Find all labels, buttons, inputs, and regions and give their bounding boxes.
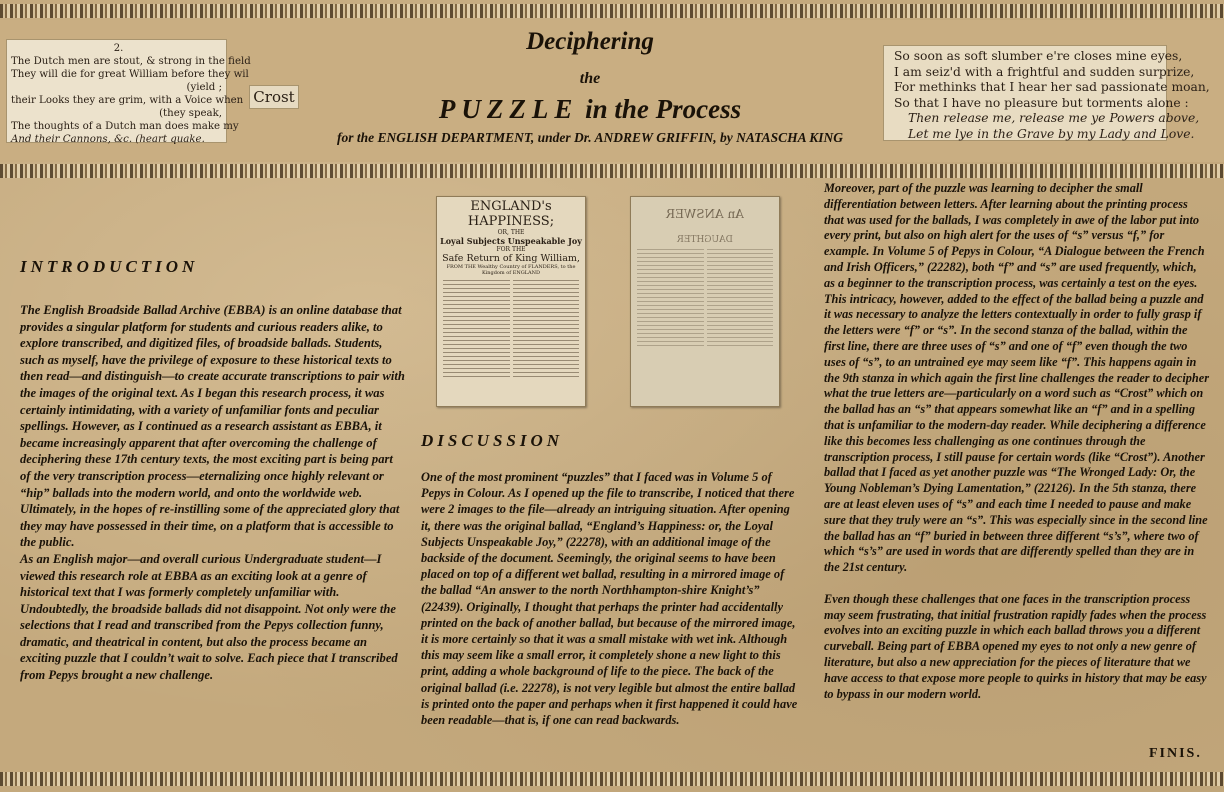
excerpt-line: Let me lye in the Grave by my Lady and Love. xyxy=(908,126,1195,141)
ballad-text-columns xyxy=(631,245,779,349)
excerpt-line: For methinks that I hear her sad passionate moan, xyxy=(894,80,1210,95)
crost-word-clip: Crost xyxy=(249,85,299,109)
ballad-line: Safe Return of King William, xyxy=(442,253,580,264)
column-three-body xyxy=(824,181,1209,702)
column-three-paragraph: Moreover, part of the puzzle was learning to decipher the small differentiation between letters. After learning about the printing process that was used for the ballads, I was completely in awe of the labor put into every print, but also on high alert for the uses of “s” versus “f,” for example. In Volume 5 of Pepys in Colour, “A Dialogue between the French and Irish Officers,” (22282), both “f” and “s” are used frequently, which, as a beginner to the transcription process, was certainly a test on the eyes. This intricacy, however, added to the effect of the ballad being a puzzle and it was necessary to analyze the letters contextually in order to fully grasp if the letters were “f” or “s”. In the second stanza of the ballad, within the first line, there are three uses of “s” and one of “f” even though the two uses of “s”, to an untrained eye may seem like “f”. This happens again in the 9th stanza in which again the first line challenges the reader to decipher what the true letters are—particularly on a word such as “Crost” which on the ballad has an “s” that appears somewhat like an “f” and in a spelling that is unfamiliar to the modern-day reader. While deciphering a difference like this becomes less challenging as one continues through the transcription process, I still pause for certain words (like “Crost”). Another ballad that I faced as yet another puzzle was “The Wronged Lady: Or, the Young Nobleman’s Dying Lamentation,” (22126). In the 5th stanza, there are at least eleven uses of “s” and each time I needed to pause and make sure that they truly were an “s”. This was especially since in the second line the ballad has an “f” buried in between three different “s’s”, where two of which “s’s” are used in words that are differently spelled than they are in the 21st century. xyxy=(824,181,1209,575)
excerpt-line: Then release me, release me ye Powers above, xyxy=(908,111,1200,126)
excerpt-line: So that I have no pleasure but torments alone : xyxy=(894,95,1189,110)
excerpt-line: The Dutch men are stout, & strong in the field xyxy=(11,56,251,67)
excerpt-line: They will die for great William before they wil xyxy=(11,69,249,80)
ornamental-border-bottom xyxy=(0,772,1224,786)
discussion-paragraph: One of the most prominent “puzzles” that I faced was in Volume 5 of Pepys in Colour. As I opened up the file to transcribe, I noticed that there were 2 images to the file—already an intriguing situation. After opening it, there was the original ballad, “England’s Happiness: or, the Loyal Subjects Unspeakable Joy,” (22278), with an additional image of the backside of the document. Seemingly, the original seems to have been placed on top of a different wet ballad, resulting in a mirrored image of the ballad “An answer to the north Northhampton-shire Knight’s” (22439). Originally, I thought that perhaps the printer had accidentally printed on the back of another ballad, but because of the mirrored image, it is more certainly so that it was a small mistake with wet ink. Although this may seem like a small error, it completely shone a new light to this print, adding a whole background of life to the piece. The back of the original ballad (i.e. 22278), is not very legible but almost the entire ballad is printed onto the paper and perhaps when it first happened it could have been readable—that is, if one can read backwards. xyxy=(421,470,798,728)
column-three-paragraph: Even though these challenges that one faces in the transcription process may seem frustrating, that initial frustration rapidly fades when the process evolves into an exciting puzzle in which each ballad throws you a different curveball. Being part of EBBA opened my eyes to not only a new genre of literature, but also a new appreciation for the pieces of literature that we have access to that expose more people to quirks in history that may be easy to bypass in our modern world. xyxy=(824,591,1207,701)
ballad-text-columns xyxy=(437,276,585,380)
ballad-line: FOR THE xyxy=(496,246,526,253)
ballad-line: DAUGHTER xyxy=(677,235,733,245)
excerpt-line: I am seiz'd with a frightful and sudden surprize, xyxy=(894,64,1195,79)
excerpt-line: (yield ; xyxy=(186,82,222,93)
excerpt-line: The thoughts of a Dutch man does make my xyxy=(11,121,239,132)
introduction-paragraph: The English Broadside Ballad Archive (EBBA) is an online database that provides a singular platform for students and curious readers alike, to explore transcribed, and digitized files, of broadside ballads. Students, such as myself, have the privilege of exposure to these historical texts to then read—and distinguish—to create accurate transcriptions to pair with the images of the original text. As I began this research process, it was certainly intimidating, with a variety of unfamiliar fonts and peculiar spellings. However, as I continued as a research assistant as EBBA, it became increasingly apparent that after overcoming the challenge of deciphering these 17th century texts, the most exciting part is being part of the very transcription process—eternalizing once highly relevant or “hip” ballads into the modern world, and onto the worldwide web. Ultimately, in the hopes of re-instilling some of the appreciated glory that they may have possessed in their time, on a platform that is accessible to the public. xyxy=(20,303,405,550)
discussion-body xyxy=(421,469,801,728)
ballad-line: Loyal Subjects Unspeakable Joy xyxy=(440,236,582,246)
ballad-line: OR, THE xyxy=(497,229,525,236)
ballad-image-englands-happiness xyxy=(436,196,586,407)
excerpt-line: (they speak, xyxy=(159,108,222,119)
finis-label: FINIS. xyxy=(1149,746,1202,761)
title-line-2: the xyxy=(579,70,601,87)
ballad-excerpt-right xyxy=(883,45,1210,141)
ballad-excerpt-left xyxy=(6,39,251,145)
title-line-1: Deciphering xyxy=(526,28,654,55)
excerpt-line: So soon as soft slumber e're closes mine eyes, xyxy=(894,49,1183,63)
introduction-body xyxy=(20,302,405,684)
ornamental-border-top xyxy=(0,4,1224,18)
byline: for the ENGLISH DEPARTMENT, under Dr. ANDREW GRIFFIN, by NATASCHA KING xyxy=(337,130,843,145)
excerpt-line: their Looks they are grim, with a Voice when xyxy=(11,95,244,106)
title-rest: in the Process xyxy=(578,94,742,124)
ballad-line: FROM THE Wealthy Country of FLANDERS, to the Kingdom of ENGLAND xyxy=(446,264,576,276)
ornamental-border-middle xyxy=(0,164,1224,178)
excerpt-line: And their Cannons, &c. (heart quake. xyxy=(11,134,205,145)
excerpt-page-number: 2. xyxy=(113,43,124,54)
ballad-title: ENGLAND's HAPPINESS; xyxy=(467,199,555,229)
discussion-heading: DISCUSSION xyxy=(421,431,564,450)
title-line-3 xyxy=(330,94,850,125)
introduction-heading: INTRODUCTION xyxy=(20,257,199,276)
ballad-title: An ANSWER xyxy=(666,207,744,221)
title-puzzle-word: PUZZLE xyxy=(438,94,579,124)
ballad-image-mirrored-answer xyxy=(630,196,780,407)
introduction-paragraph: As an English major—and overall curious Undergraduate student—I viewed this research role at EBBA as an exciting look at a genre of historical text that I was formerly completely unfamiliar with. Undoubtedly, the broadside ballads did not disappoint. Not only were the selections that I read and transcribed from the Pepys collection funny, dramatic, and theatrical in content, but also the process became an exciting puzzle that I couldn’t wait to solve. Each piece that I transcribed from Pepys brought a new challenge. xyxy=(20,551,398,683)
